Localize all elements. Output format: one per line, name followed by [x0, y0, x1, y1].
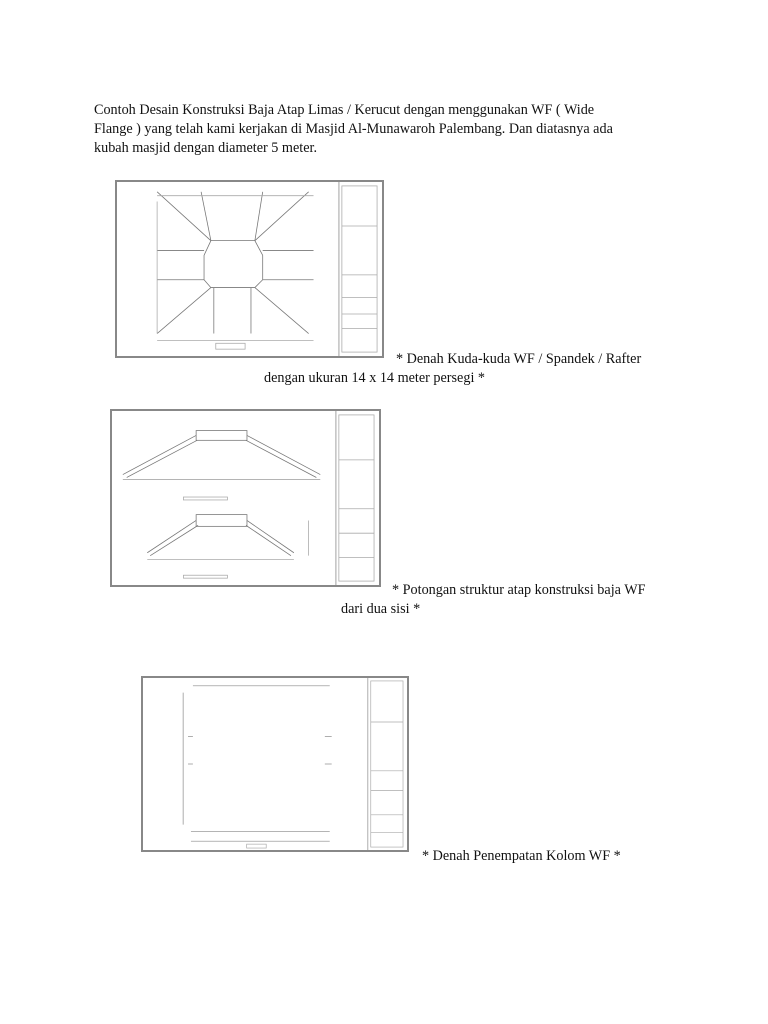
figure-1-caption-line-1: * Denah Kuda-kuda WF / Spandek / Rafter [396, 351, 642, 367]
figure-3-caption-line-1: * Denah Penempatan Kolom WF * [422, 848, 621, 864]
roof-section-drawing [110, 409, 381, 587]
intro-line-3: kubah masjid dengan diameter 5 meter. [94, 140, 317, 156]
figure-2-caption-line-1: * Potongan struktur atap konstruksi baja WF [392, 582, 646, 598]
figure-1-caption-line-2: dengan ukuran 14 x 14 meter persegi * [264, 370, 486, 386]
column-placement-plan-drawing [141, 676, 409, 852]
roof-truss-plan-drawing [115, 180, 384, 358]
intro-line-1: Contoh Desain Konstruksi Baja Atap Limas / Kerucut dengan menggunakan WF ( Wide [94, 102, 595, 118]
figure-2-caption-line-2: dari dua sisi * [341, 601, 421, 617]
intro-line-2: Flange ) yang telah kami kerjakan di Masjid Al-Munawaroh Palembang. Dan diatasnya ada [94, 121, 613, 137]
